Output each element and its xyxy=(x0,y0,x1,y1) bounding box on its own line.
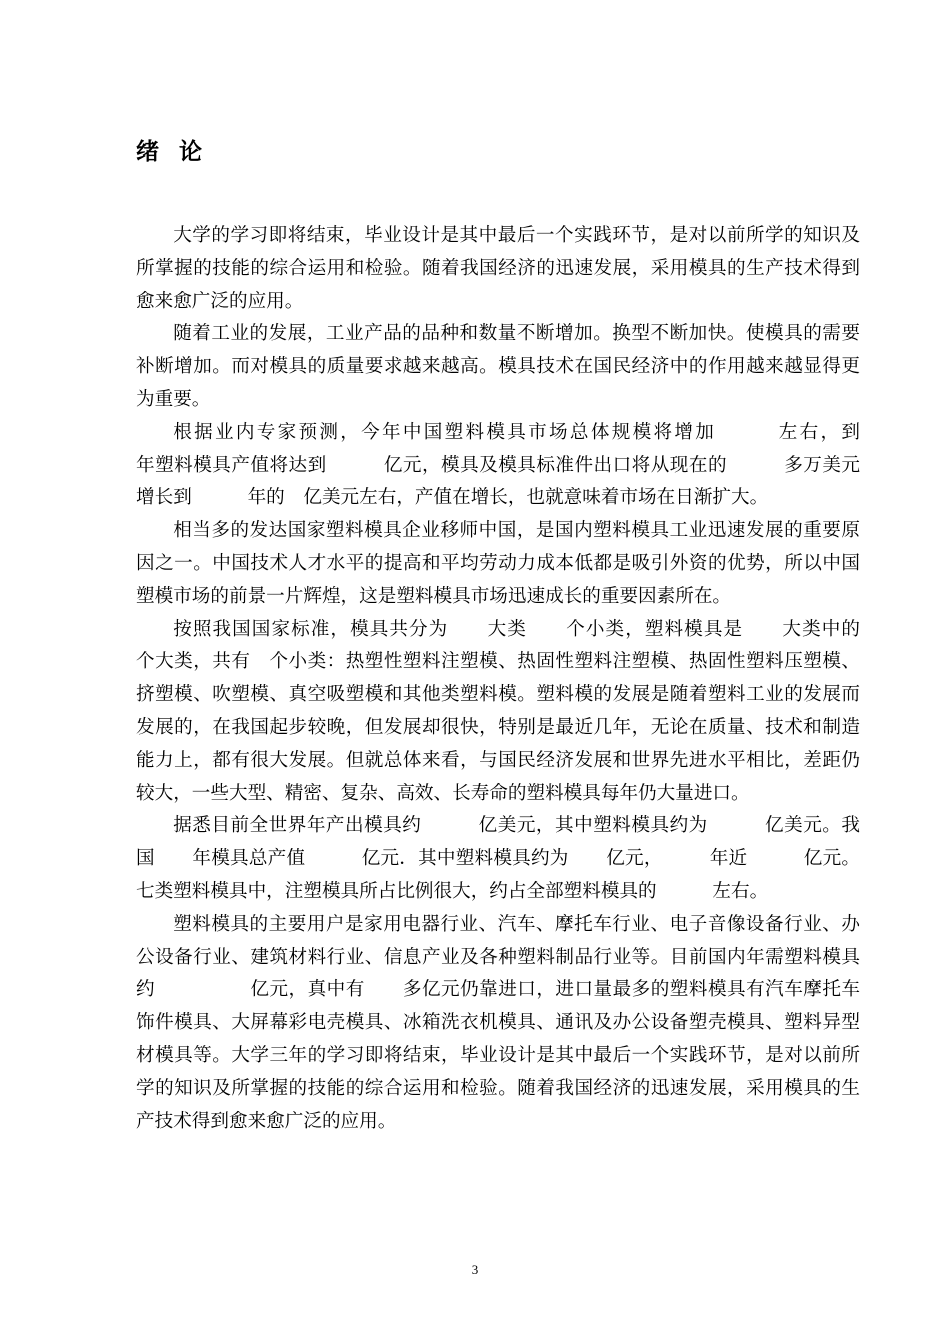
paragraph-1: 大学的学习即将结束，毕业设计是其中最后一个实践环节，是对以前所学的知识及所掌握的技能的综合运用和检验。随着我国经济的迅速发展，采用模具的生产技术得到愈来愈广泛的应用。 xyxy=(136,225,860,312)
paragraph-5: 按照我国国家标准，模具共分为 大类 个小类，塑料模具是 大类中的 个大类，共有 个小类：热塑性塑料注塑模、热固性塑料注塑模、热固性塑料压塑模、挤塑模、吹塑模、真空吸塑模和其他类塑料模。塑料模的发展是随着塑料工业的发展而发展的，在我国起步较晚，但发展却很快，特别是最近几年，无论在质量、技术和制造能力上，都有很大发展。但就总体来看，与国民经济发展和世界先进水平相比，差距仍较大，一些大型、精密、复杂、高效、长寿命的塑料模具每年仍大量进口。 xyxy=(136,618,879,804)
paragraph-3: 根据业内专家预测，今年中国塑料模具市场总体规模将增加 左右，到 年塑料模具产值将达到 亿元，模具及模具标准件出口将从现在的 多万美元增长到 年的 亿美元左右，产值在增长，也就意味着市场在日渐扩大。 xyxy=(136,421,916,509)
section-title: 绪 论 xyxy=(136,139,209,165)
paragraph-2: 随着工业的发展，工业产品的品种和数量不断增加。换型不断加快。使模具的需要补断增加。而对模具的质量要求越来越高。模具技术在国民经济中的作用越来越显得更为重要。 xyxy=(136,323,860,410)
body-text xyxy=(136,220,916,1138)
page-number: 3 xyxy=(471,1262,479,1277)
paragraph-6: 据悉目前全世界年产出模具约 亿美元，其中塑料模具约为 亿美元。我国 年模具总产值 亿元．其中塑料模具约为 亿元， 年近 亿元。七类塑料模具中，注塑模具所占比例很大，约占全部塑料模具的 左右。 xyxy=(136,815,860,902)
paragraph-4: 相当多的发达国家塑料模具企业移师中国，是国内塑料模具工业迅速发展的重要原因之一。中国技术人才水平的提高和平均劳动力成本低都是吸引外资的优势，所以中国塑模市场的前景一片辉煌，这是塑料模具市场迅速成长的重要因素所在。 xyxy=(136,520,860,607)
paragraph-7: 塑料模具的主要用户是家用电器行业、汽车、摩托车行业、电子音像设备行业、办公设备行业、建筑材料行业、信息产业及各种塑料制品行业等。目前国内年需塑料模具约 亿元，真中有 多亿元仍靠进口，进口量最多的塑料模具有汽车摩托车饰件模具、大屏幕彩电壳模具、冰箱洗衣机模具、通讯及办公设备塑壳模具、塑料异型材模具等。大学三年的学习即将结束，毕业设计是其中最后一个实践环节，是对以前所学的知识及所掌握的技能的综合运用和检验。随着我国经济的迅速发展，采用模具的生产技术得到愈来愈广泛的应用。 xyxy=(136,913,860,1132)
